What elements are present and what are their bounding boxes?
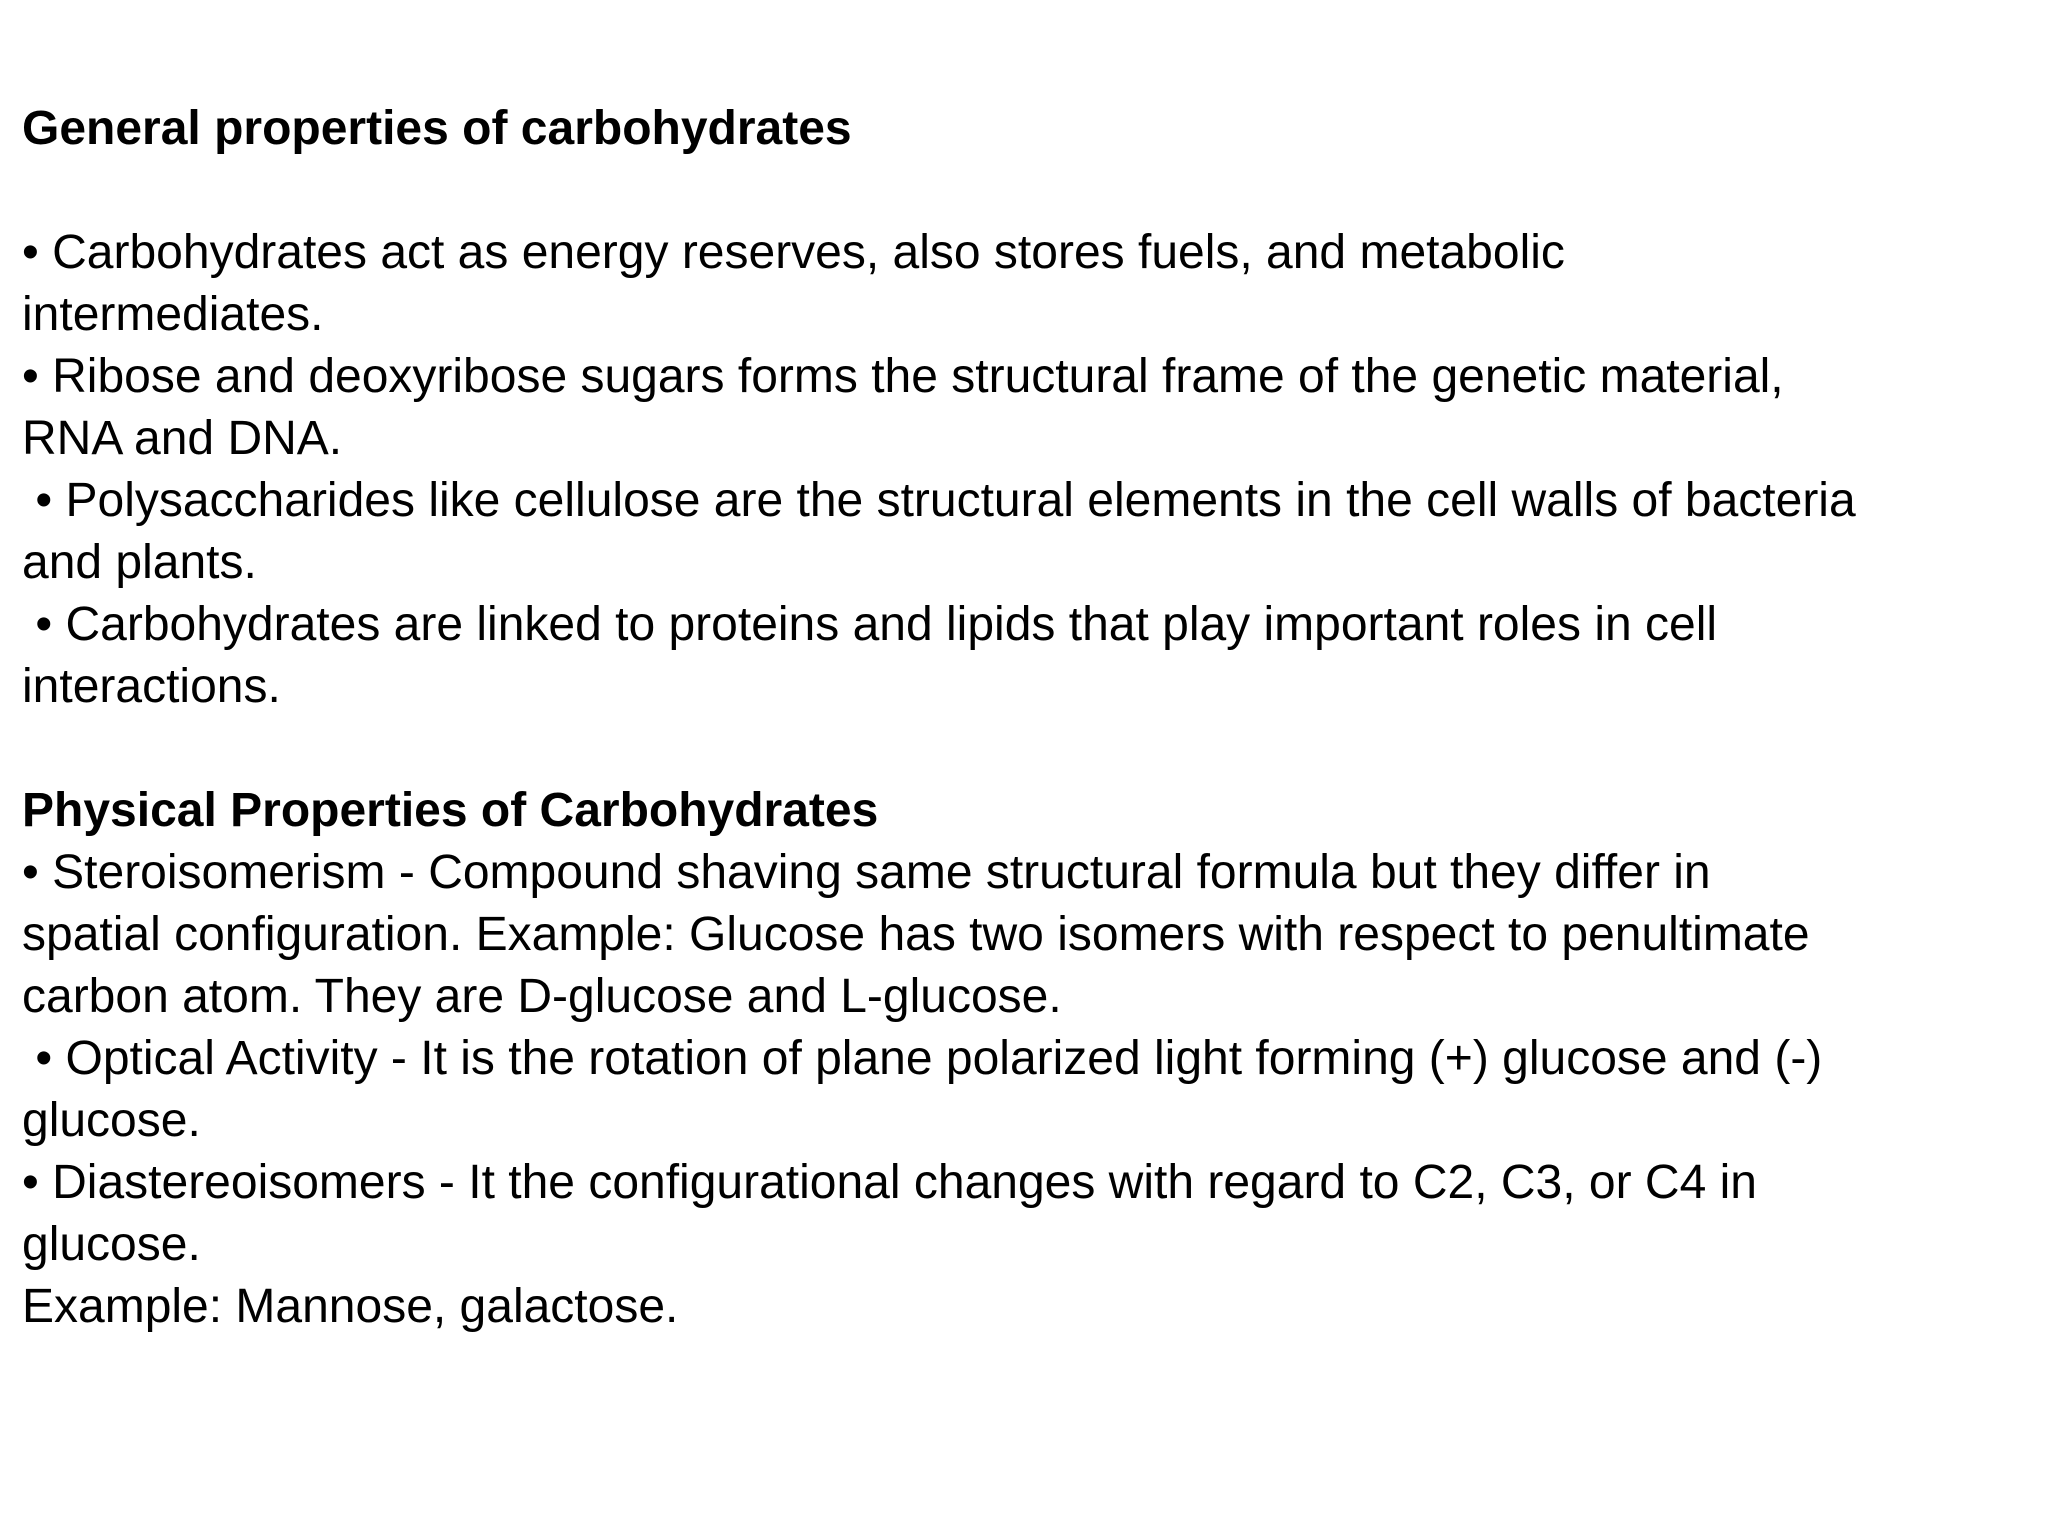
example-line: Example: Mannose, galactose. [22, 1280, 679, 1333]
bullet-steroisomerism: • Steroisomerism - Compound shaving same structural formula but they differ in spatial configuration. Example: Glucose has two isomers with respect to penultimate carbon atom. They are D-glucose and L-glucose. [22, 846, 1810, 1023]
spacer [22, 160, 2022, 222]
section-heading-general: General properties of carbohydrates [22, 102, 852, 155]
bullet-polysaccharides: • Polysaccharides like cellulose are the structural elements in the cell walls of bacteria and plants. [22, 474, 1856, 589]
section-heading-physical: Physical Properties of Carbohydrates [22, 784, 879, 837]
bullet-linked-proteins-lipids: • Carbohydrates are linked to proteins and lipids that play important roles in cell interactions. [22, 598, 1718, 713]
document-page [22, 98, 2022, 1338]
bullet-diastereoisomers: • Diastereoisomers - It the configurational changes with regard to C2, C3, or C4 in glucose. [22, 1156, 1757, 1271]
bullet-energy-reserves: • Carbohydrates act as energy reserves, also stores fuels, and metabolic intermediates. [22, 226, 1565, 341]
bullet-optical-activity: • Optical Activity - It is the rotation of plane polarized light forming (+) glucose and (-) glucose. [22, 1032, 1823, 1147]
bullet-ribose-deoxyribose: • Ribose and deoxyribose sugars forms the structural frame of the genetic material, RNA and DNA. [22, 350, 1784, 465]
spacer [22, 718, 2022, 780]
